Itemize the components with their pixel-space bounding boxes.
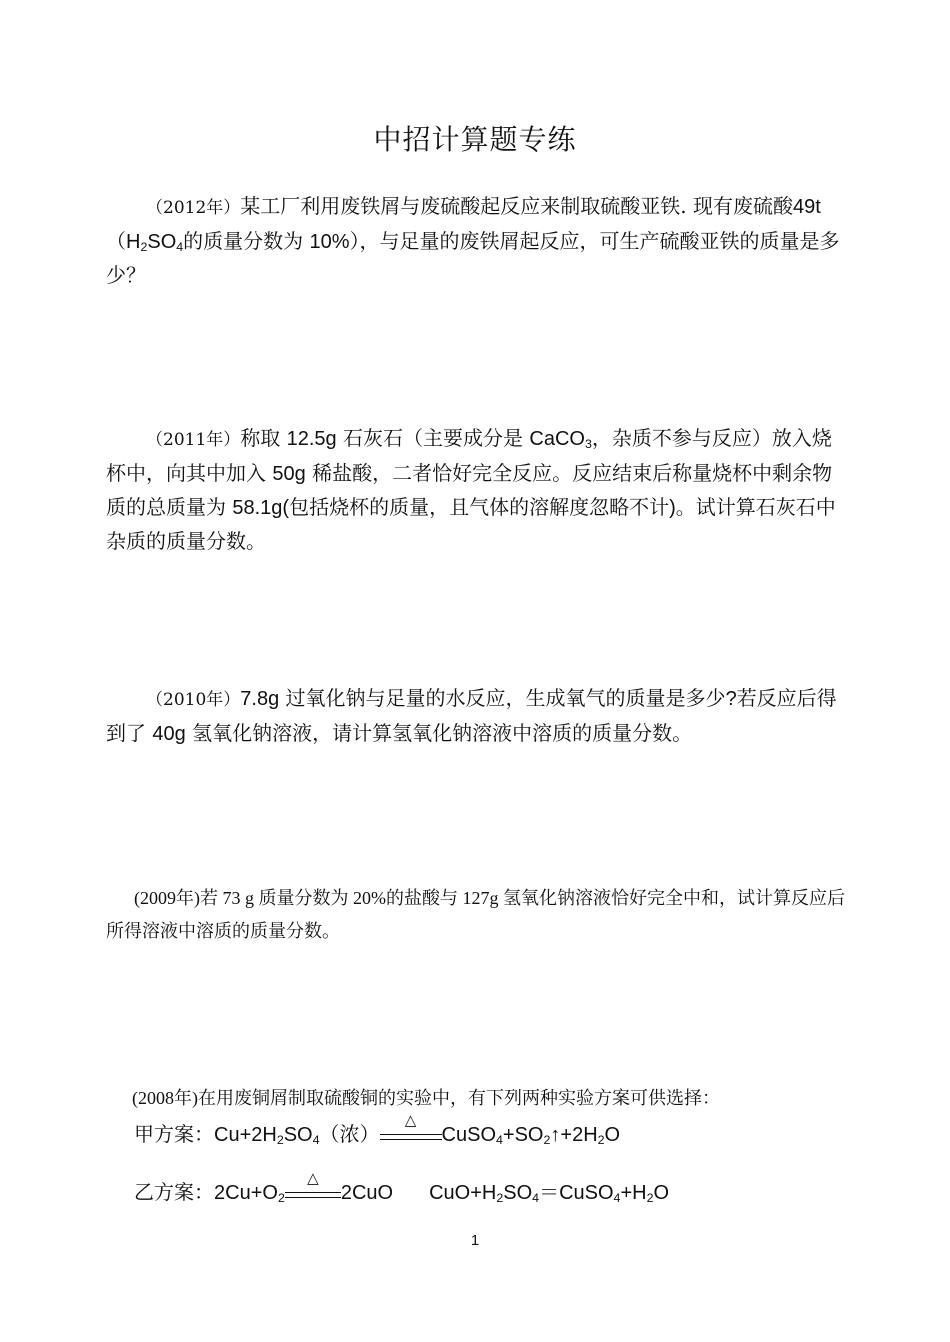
question-2008-intro: (2008年)在用废铜屑制取硫酸铜的实验中，有下列两种实验方案可供选择： <box>132 1088 720 1108</box>
year-label: （2011年） <box>146 430 241 450</box>
year-label: （2012年） <box>146 198 241 218</box>
question-2012: （2012年）某工厂利用废铁屑与废硫酸起反应来制取硫酸亚铁. 现有废硫酸$49t(H_2SO_4$的质量分数为 10%），与足量的废铁屑起反应，可生产硫酸亚铁的质量是多少？ <box>106 194 840 287</box>
heat-condition-sign: △ <box>380 1126 442 1146</box>
page-title: 中招计算题专练 <box>373 123 577 156</box>
heat-condition-sign: △ <box>285 1184 341 1204</box>
plan-a-equation: 甲方案：$Cu+2H_2SO_4$（浓） △ $CuSO_4+SO_2↑+2H_2O$ <box>134 1110 621 1148</box>
year-label: （2010年） <box>146 690 241 710</box>
question-2010: （2010年）7.8g 过氧化钠与足量的水反应，生成氧气的质量是多少?若反应后得到了 40g 氢氧化钠溶液，请计算氢氧化钠溶液中溶质的质量分数。 <box>106 686 837 745</box>
question-2009: (2009年)若 73 g 质量分数为 20%的盐酸与 127g 氢氧化钠溶液恰好完全中和，试计算反应后所得溶液中溶质的质量分数。 <box>106 888 845 941</box>
page-number: 1 <box>470 1232 480 1249</box>
question-2011: （2011年）称取 12.5g 石灰石（主要成分是 CaCO$_3$，杂质不参与反应）放入烧杯中，向其中加入 50g 稀盐酸，二者恰好完全反应。反应结束后称量烧杯中剩余物质的总质量为 58.1g(包括烧杯的质量，且气体的溶解度忽略不计)。试计算石灰石中杂质的质量分数。 <box>106 426 836 553</box>
plan-b-equations: 乙方案：$2Cu+O_2$ △ 2CuO $CuO+H_2SO_4=CuSO_4+H_2O$ <box>134 1168 670 1206</box>
